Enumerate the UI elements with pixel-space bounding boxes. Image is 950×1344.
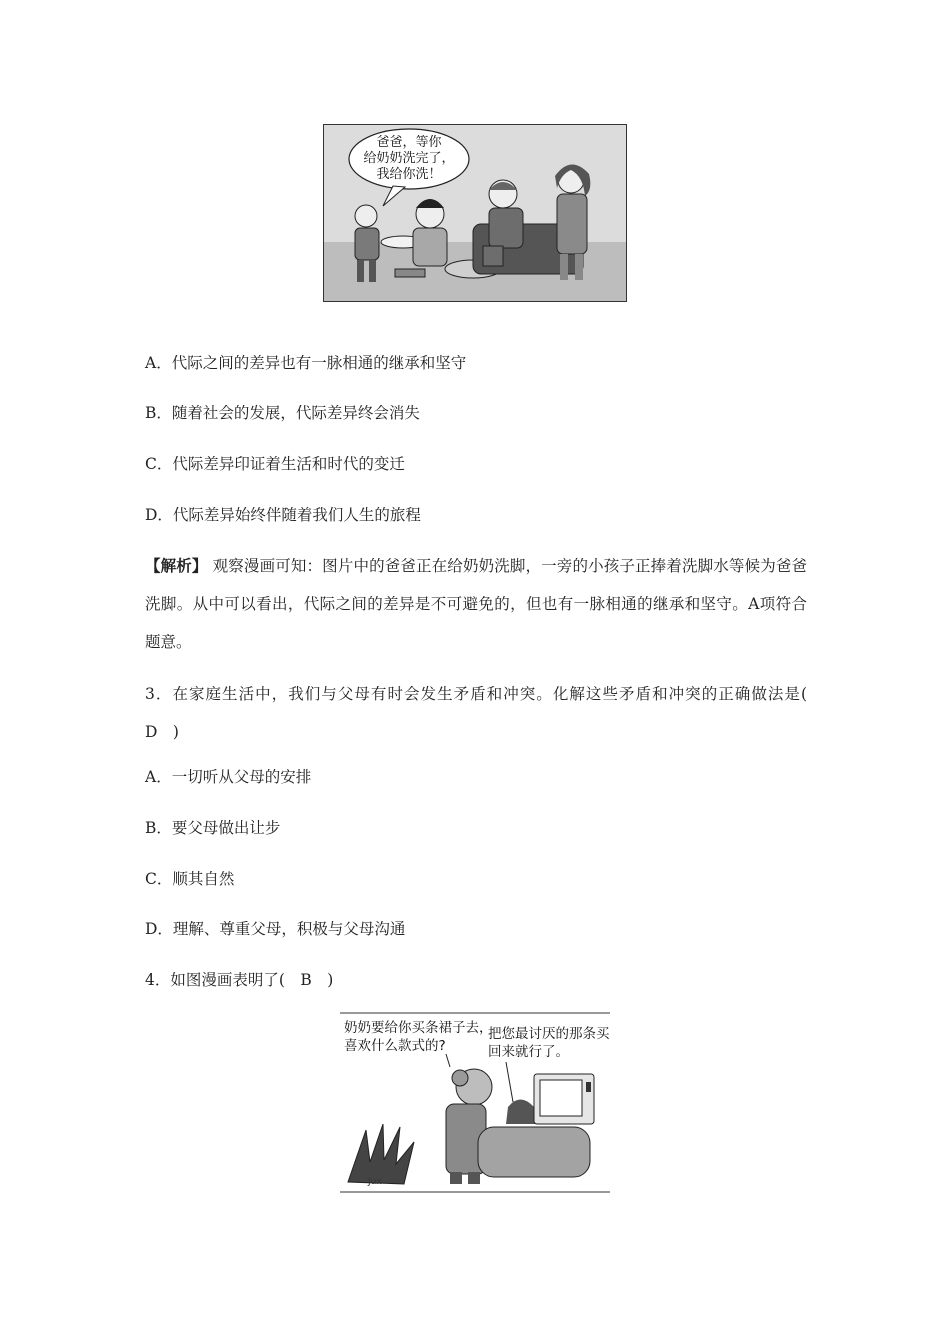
grandma-speech-line-2: 喜欢什么款式的? <box>344 1038 446 1054</box>
speech-line-2: 给奶奶洗完了， <box>363 151 455 166</box>
q2-analysis <box>145 547 807 661</box>
q3-option-b: B．要父母做出让步 <box>145 819 281 837</box>
q2-option-a: A．代际之间的差异也有一脉相通的继承和坚守 <box>145 354 467 372</box>
analysis-text: 观察漫画可知：图片中的爸爸正在给奶奶洗脚，一旁的小孩子正捧着洗脚水等候为爸爸洗脚。从中可以看出，代际之间的差异是不可避免的，但也有一脉相通的继承和坚守。A项符合题意。 <box>145 557 807 651</box>
q3-option-a: A．一切听从父母的安排 <box>145 768 312 786</box>
q2-option-b: B．随着社会的发展，代际差异终会消失 <box>145 404 420 422</box>
cartoon-foot-washing <box>323 124 627 302</box>
speech-line-3: 我给你洗！ <box>376 167 442 182</box>
cartoon-grandma-skirt <box>338 1012 612 1194</box>
analysis-label: 【解析】 <box>145 556 208 575</box>
q4-stem: 4．如图漫画表明了( B ) <box>145 971 334 989</box>
speech-line-1: 爸爸，等你 <box>376 135 442 150</box>
artist-signature: Jux <box>368 1177 382 1187</box>
girl-speech-line-2: 回来就行了。 <box>488 1044 569 1060</box>
q3-option-d: D．理解、尊重父母，积极与父母沟通 <box>145 920 406 938</box>
q2-option-c: C．代际差异印证着生活和时代的变迁 <box>145 455 405 473</box>
girl-speech-line-1: 把您最讨厌的那条买 <box>488 1026 610 1042</box>
q3-stem: 3．在家庭生活中，我们与父母有时会发生矛盾和冲突。化解这些矛盾和冲突的正确做法是( D ) <box>145 685 823 741</box>
q3-option-c: C．顺其自然 <box>145 870 235 888</box>
grandma-speech-line-1: 奶奶要给你买条裙子去， <box>344 1020 493 1036</box>
q2-option-d: D．代际差异始终伴随着我们人生的旅程 <box>145 506 421 524</box>
